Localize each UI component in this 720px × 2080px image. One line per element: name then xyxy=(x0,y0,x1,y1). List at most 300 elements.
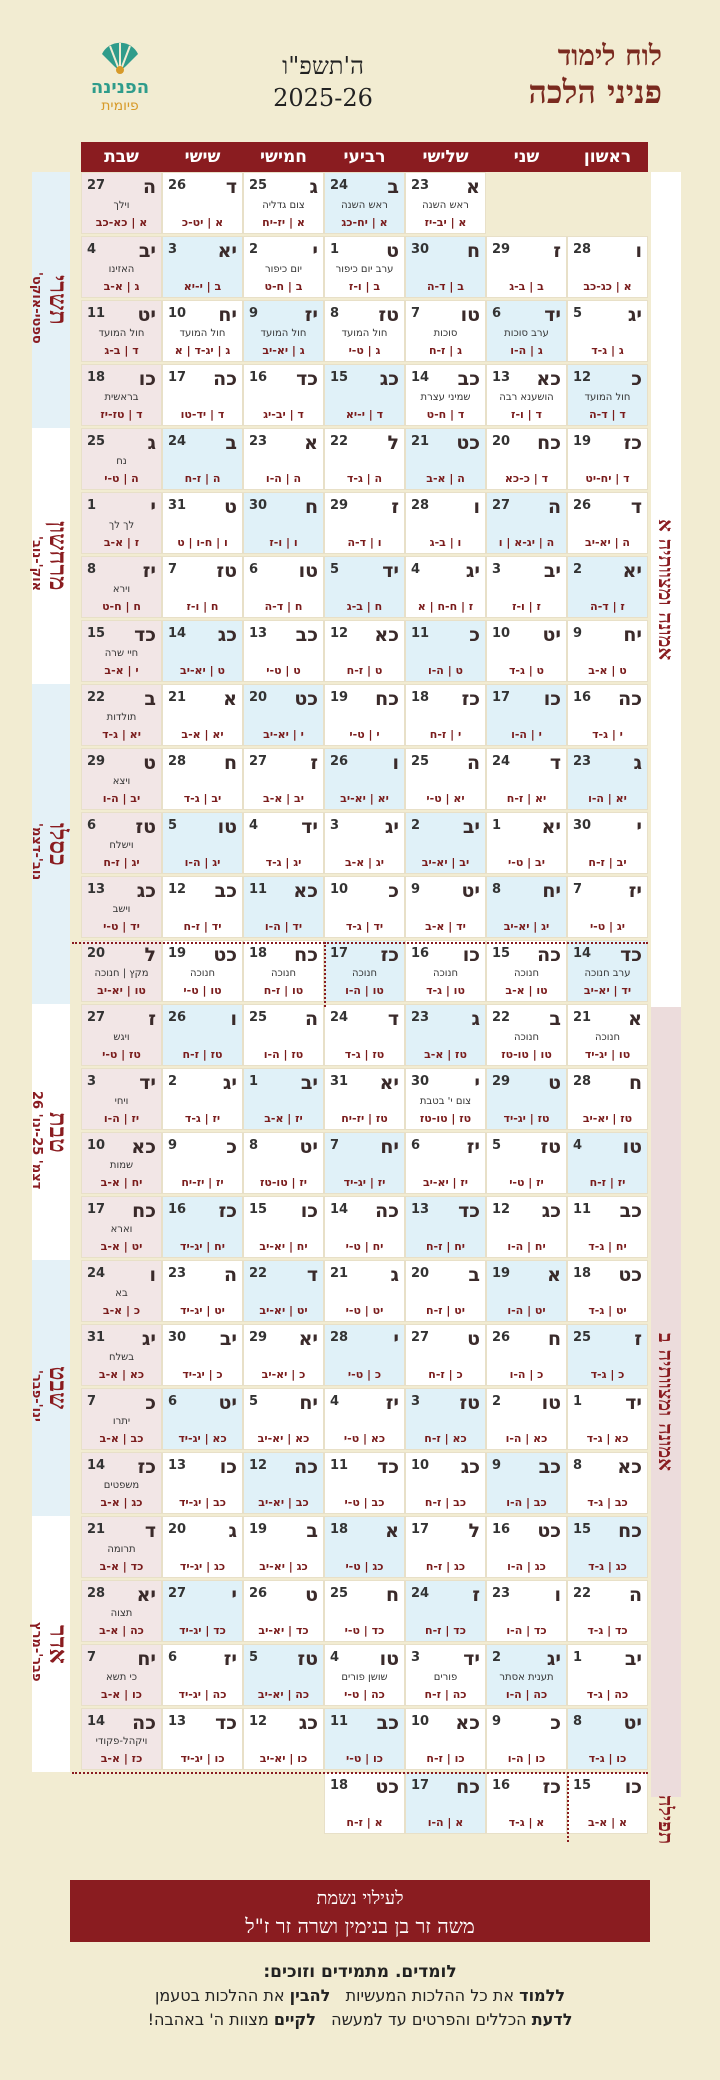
day-cell[interactable] xyxy=(162,300,243,362)
day-cell[interactable] xyxy=(405,1260,486,1322)
day-cell[interactable] xyxy=(162,492,243,554)
study-portion: טו | ג-ד xyxy=(426,984,465,997)
day-cell[interactable] xyxy=(567,1772,648,1834)
day-cell[interactable] xyxy=(162,1004,243,1066)
gregorian-date: 30 xyxy=(573,818,592,833)
study-portion: ט | א-ב xyxy=(588,664,627,677)
study-portion: ד | ו-ז xyxy=(511,408,542,421)
day-cell[interactable] xyxy=(81,684,162,746)
logo-name: הפנינה xyxy=(90,77,150,98)
day-cell[interactable] xyxy=(486,940,567,1002)
gregorian-date: 12 xyxy=(492,1202,511,1217)
gregorian-date: 19 xyxy=(573,434,592,449)
day-cell[interactable] xyxy=(324,1516,405,1578)
day-cell[interactable] xyxy=(486,1580,567,1642)
day-cell[interactable] xyxy=(81,1452,162,1514)
day-cell[interactable] xyxy=(324,1772,405,1834)
day-cell[interactable] xyxy=(324,1196,405,1258)
hebrew-date: ג xyxy=(228,1520,237,1542)
day-cell[interactable] xyxy=(243,876,324,938)
day-cell[interactable] xyxy=(162,748,243,810)
day-cell[interactable] xyxy=(405,300,486,362)
day-cell[interactable] xyxy=(567,620,648,682)
day-cell[interactable] xyxy=(486,684,567,746)
study-portion: כו | א-ב xyxy=(101,1688,142,1701)
day-cell[interactable] xyxy=(486,812,567,874)
gregorian-date: 18 xyxy=(330,1522,349,1537)
day-cell[interactable] xyxy=(243,684,324,746)
day-cell[interactable] xyxy=(567,364,648,426)
day-cell[interactable] xyxy=(324,1644,405,1706)
gregorian-date: 3 xyxy=(411,1650,421,1665)
study-portion: יד | יא-יב xyxy=(583,984,632,997)
hebrew-date: כז xyxy=(218,1200,237,1222)
day-cell[interactable] xyxy=(324,876,405,938)
gregorian-date: 17 xyxy=(87,1202,106,1217)
hebrew-date: כה xyxy=(132,1712,156,1734)
gregorian-date: 30 xyxy=(411,1074,430,1089)
day-cell[interactable] xyxy=(567,556,648,618)
day-cell[interactable] xyxy=(243,1004,324,1066)
hebrew-date: כט xyxy=(456,432,480,454)
hebrew-date: יז xyxy=(385,1392,399,1414)
day-cell[interactable] xyxy=(405,1516,486,1578)
study-portion: ה | יא-יב xyxy=(585,536,630,549)
hebrew-date: כד xyxy=(215,1712,237,1734)
day-cell[interactable] xyxy=(567,940,648,1002)
day-cell[interactable] xyxy=(405,748,486,810)
study-portion: טו | ז-ח xyxy=(263,984,304,997)
day-cell[interactable] xyxy=(81,1324,162,1386)
day-cell[interactable] xyxy=(324,300,405,362)
gregorian-date: 4 xyxy=(330,1650,340,1665)
day-cell[interactable] xyxy=(486,1196,567,1258)
day-cell[interactable] xyxy=(567,684,648,746)
gregorian-date: 21 xyxy=(330,1266,349,1281)
day-cell[interactable] xyxy=(405,1388,486,1450)
day-cell[interactable] xyxy=(81,236,162,298)
gregorian-date: 15 xyxy=(87,626,106,641)
gregorian-date: 12 xyxy=(249,1458,268,1473)
study-portion: כה | יא-יב xyxy=(257,1688,310,1701)
day-cell[interactable] xyxy=(162,812,243,874)
day-cell[interactable] xyxy=(162,1580,243,1642)
day-cell[interactable] xyxy=(405,940,486,1002)
study-portion: יב | ג-ד xyxy=(183,792,222,805)
day-cell[interactable] xyxy=(162,1132,243,1194)
study-portion: כ | יא-יב xyxy=(261,1368,306,1381)
gregorian-date: 19 xyxy=(492,1266,511,1281)
day-cell[interactable] xyxy=(324,1260,405,1322)
day-cell[interactable] xyxy=(162,172,243,234)
day-cell[interactable] xyxy=(405,1708,486,1770)
hebrew-date: ז xyxy=(310,752,318,774)
day-cell[interactable] xyxy=(243,1580,324,1642)
gregorian-date: 26 xyxy=(573,498,592,513)
study-portion: יח | ג-ד xyxy=(588,1240,627,1253)
day-cell[interactable] xyxy=(81,428,162,490)
day-cell[interactable] xyxy=(567,1516,648,1578)
memorial-banner xyxy=(70,1880,650,1942)
day-cell[interactable] xyxy=(81,1644,162,1706)
day-cell[interactable] xyxy=(567,1452,648,1514)
day-cell[interactable] xyxy=(567,748,648,810)
day-cell[interactable] xyxy=(243,940,324,1002)
day-cell[interactable] xyxy=(405,492,486,554)
day-cell[interactable] xyxy=(405,1580,486,1642)
study-portion: יח | ז-ח xyxy=(426,1240,465,1253)
day-cell[interactable] xyxy=(81,812,162,874)
hebrew-date: ב xyxy=(306,1520,318,1542)
day-cell[interactable] xyxy=(81,940,162,1002)
title-line-1: לוח לימוד xyxy=(557,39,662,72)
day-cell[interactable] xyxy=(162,1452,243,1514)
day-cell[interactable] xyxy=(486,236,567,298)
hebrew-date: כד xyxy=(458,1200,480,1222)
study-portion: יח | יג-יד xyxy=(180,1240,225,1253)
day-cell[interactable] xyxy=(324,556,405,618)
day-cell[interactable] xyxy=(162,364,243,426)
day-cell[interactable] xyxy=(81,620,162,682)
gregorian-date: 4 xyxy=(330,1394,340,1409)
day-cell[interactable] xyxy=(243,428,324,490)
day-cell[interactable] xyxy=(567,300,648,362)
hebrew-date: כד xyxy=(296,368,318,390)
day-cell[interactable] xyxy=(486,1708,567,1770)
day-cell[interactable] xyxy=(162,940,243,1002)
day-cell[interactable] xyxy=(81,1580,162,1642)
day-cell[interactable] xyxy=(567,876,648,938)
study-portion: כו | יג-יד xyxy=(180,1752,225,1765)
hebrew-date: כח xyxy=(294,944,318,966)
day-cell[interactable] xyxy=(162,876,243,938)
day-cell[interactable] xyxy=(486,492,567,554)
day-cell[interactable] xyxy=(567,1708,648,1770)
gregorian-date: 15 xyxy=(330,370,349,385)
day-cell[interactable] xyxy=(162,1324,243,1386)
day-cell[interactable] xyxy=(162,428,243,490)
hebrew-date: ב xyxy=(225,432,237,454)
day-cell[interactable] xyxy=(162,1196,243,1258)
gregorian-date: 17 xyxy=(411,1522,430,1537)
day-cell[interactable] xyxy=(243,364,324,426)
day-cell[interactable] xyxy=(486,1772,567,1834)
day-cell[interactable] xyxy=(405,1132,486,1194)
day-cell[interactable] xyxy=(567,428,648,490)
day-cell[interactable] xyxy=(324,940,405,1002)
day-cell[interactable] xyxy=(324,620,405,682)
day-cell[interactable] xyxy=(243,620,324,682)
memorial-line-2: משה זר בן בנימין ושרה זר ז"ל xyxy=(245,1914,475,1938)
gregorian-date: 23 xyxy=(168,1266,187,1281)
day-cell[interactable] xyxy=(243,1452,324,1514)
study-portion: יז | ט-י xyxy=(509,1176,544,1189)
day-cell[interactable] xyxy=(324,172,405,234)
day-cell[interactable] xyxy=(567,1324,648,1386)
day-cell[interactable] xyxy=(81,1388,162,1450)
study-portion: כה | א-ב xyxy=(99,1624,144,1637)
chanukah-divider xyxy=(324,942,326,1007)
day-cell[interactable] xyxy=(567,1068,648,1130)
day-cell[interactable] xyxy=(243,1068,324,1130)
day-cell[interactable] xyxy=(324,1132,405,1194)
day-cell[interactable] xyxy=(243,1324,324,1386)
day-cell[interactable] xyxy=(324,1004,405,1066)
day-cell[interactable] xyxy=(324,1324,405,1386)
hebrew-date: י xyxy=(231,1584,237,1606)
hebrew-date: כב xyxy=(295,624,318,646)
gregorian-date: 10 xyxy=(330,882,349,897)
day-cell[interactable] xyxy=(81,1260,162,1322)
day-cell[interactable] xyxy=(405,236,486,298)
hebrew-date: ח xyxy=(466,240,480,262)
day-cell[interactable] xyxy=(567,236,648,298)
day-cell[interactable] xyxy=(486,300,567,362)
day-cell[interactable] xyxy=(486,1452,567,1514)
volume-label-2: אמונה ומצוותיה ב xyxy=(651,1007,681,1797)
day-cell[interactable] xyxy=(405,876,486,938)
study-portion: יא | ט-י xyxy=(426,792,465,805)
hebrew-date: יד xyxy=(139,1072,156,1094)
day-note: בא xyxy=(115,1288,128,1299)
study-portion: י | ט-י xyxy=(349,728,380,741)
day-cell[interactable] xyxy=(324,812,405,874)
day-note: הושענא רבה xyxy=(499,392,554,403)
day-cell[interactable] xyxy=(405,684,486,746)
day-cell[interactable] xyxy=(81,1516,162,1578)
day-cell[interactable] xyxy=(486,1132,567,1194)
study-portion: ד | ח-ט xyxy=(426,408,465,421)
day-cell[interactable] xyxy=(324,492,405,554)
day-cell[interactable] xyxy=(81,364,162,426)
day-cell[interactable] xyxy=(567,492,648,554)
day-cell[interactable] xyxy=(243,1516,324,1578)
day-cell[interactable] xyxy=(405,620,486,682)
hebrew-date: כו xyxy=(219,1456,237,1478)
hebrew-date: יט xyxy=(542,624,561,646)
study-portion: כד | ט-י xyxy=(344,1624,385,1637)
gregorian-date: 25 xyxy=(249,1010,268,1025)
day-note: ויגש xyxy=(113,1032,130,1043)
month-label xyxy=(29,172,73,428)
day-cell[interactable] xyxy=(486,876,567,938)
hebrew-date: א xyxy=(223,688,237,710)
study-portion: טז | יג-יד xyxy=(503,1112,550,1125)
hebrew-date: יא xyxy=(298,1328,318,1350)
day-cell[interactable] xyxy=(243,812,324,874)
day-cell[interactable] xyxy=(405,556,486,618)
day-cell[interactable] xyxy=(567,1132,648,1194)
gregorian-date: 17 xyxy=(411,1778,430,1793)
study-portion: י | יא-יב xyxy=(263,728,304,741)
hebrew-date: ט xyxy=(224,496,237,518)
day-note: שמיני עצרת xyxy=(420,392,471,403)
day-cell[interactable] xyxy=(486,1644,567,1706)
study-portion: יד | ג-ד xyxy=(345,920,384,933)
day-cell[interactable] xyxy=(486,556,567,618)
day-cell[interactable] xyxy=(162,1068,243,1130)
gregorian-date: 26 xyxy=(330,754,349,769)
study-portion: יג | ז-ח xyxy=(103,856,140,869)
hebrew-date: יח xyxy=(542,880,561,902)
day-cell[interactable] xyxy=(81,1004,162,1066)
day-cell[interactable] xyxy=(405,1324,486,1386)
day-cell[interactable] xyxy=(81,492,162,554)
gregorian-date: 23 xyxy=(573,754,592,769)
study-portion: ג | א-ב xyxy=(103,280,140,293)
gregorian-date: 10 xyxy=(87,1138,106,1153)
study-portion: כ | א-ב xyxy=(102,1304,141,1317)
study-portion: יג | א-ב xyxy=(344,856,385,869)
day-note: לך לך xyxy=(108,520,135,531)
day-cell[interactable] xyxy=(567,1388,648,1450)
hebrew-date: ח xyxy=(304,496,318,518)
gregorian-date: 2 xyxy=(492,1650,502,1665)
day-cell[interactable] xyxy=(486,1516,567,1578)
day-cell[interactable] xyxy=(243,1388,324,1450)
day-cell[interactable] xyxy=(567,1580,648,1642)
hebrew-date: כד xyxy=(134,624,156,646)
hebrew-date: כז xyxy=(542,1776,561,1798)
hebrew-date: כ xyxy=(388,880,399,902)
day-cell[interactable] xyxy=(405,812,486,874)
day-cell[interactable] xyxy=(405,364,486,426)
section-divider-2 xyxy=(72,1772,648,1774)
day-cell[interactable] xyxy=(162,1708,243,1770)
day-cell[interactable] xyxy=(162,1260,243,1322)
gregorian-date: 7 xyxy=(168,562,178,577)
day-cell[interactable] xyxy=(162,1388,243,1450)
day-cell[interactable] xyxy=(243,492,324,554)
day-cell[interactable] xyxy=(162,684,243,746)
day-cell[interactable] xyxy=(405,1004,486,1066)
day-cell[interactable] xyxy=(486,748,567,810)
day-cell[interactable] xyxy=(81,300,162,362)
hebrew-date: ח xyxy=(628,1072,642,1094)
gregorian-date: 27 xyxy=(87,1010,106,1025)
gregorian-date: 17 xyxy=(330,946,349,961)
day-cell[interactable] xyxy=(243,748,324,810)
study-portion: כג | ז-ח xyxy=(425,1560,466,1573)
month-name: כסלו xyxy=(44,822,73,866)
day-cell[interactable] xyxy=(486,1260,567,1322)
study-portion: כז | א-ב xyxy=(100,1752,143,1765)
day-cell[interactable] xyxy=(324,748,405,810)
day-cell[interactable] xyxy=(486,1068,567,1130)
day-cell[interactable] xyxy=(324,1580,405,1642)
day-cell[interactable] xyxy=(405,1644,486,1706)
day-cell[interactable] xyxy=(81,1196,162,1258)
day-cell[interactable] xyxy=(486,620,567,682)
study-portion: טז | יז-יח xyxy=(341,1112,388,1125)
day-cell[interactable] xyxy=(243,300,324,362)
study-portion: טז | יא-יב xyxy=(582,1112,633,1125)
gregorian-date: 6 xyxy=(411,1138,421,1153)
study-portion: ט | ט-י xyxy=(266,664,301,677)
day-cell[interactable] xyxy=(81,172,162,234)
day-cell[interactable] xyxy=(486,1004,567,1066)
day-cell[interactable] xyxy=(324,1452,405,1514)
hebrew-date: י xyxy=(312,240,318,262)
gregorian-date: 20 xyxy=(249,690,268,705)
month-range: ינו'-פבר' xyxy=(29,1370,44,1422)
day-cell[interactable] xyxy=(162,556,243,618)
header xyxy=(0,0,720,140)
day-cell[interactable] xyxy=(486,1388,567,1450)
day-cell[interactable] xyxy=(81,1132,162,1194)
hebrew-date: כו xyxy=(624,1776,642,1798)
day-note: ויצא xyxy=(112,776,131,787)
day-cell[interactable] xyxy=(405,428,486,490)
day-cell[interactable] xyxy=(162,1516,243,1578)
day-cell[interactable] xyxy=(405,1452,486,1514)
day-cell[interactable] xyxy=(486,428,567,490)
hebrew-date: ט xyxy=(386,240,399,262)
day-note: חיי שרה xyxy=(104,648,139,659)
day-cell[interactable] xyxy=(486,364,567,426)
day-cell[interactable] xyxy=(567,812,648,874)
day-cell[interactable] xyxy=(405,172,486,234)
day-cell[interactable] xyxy=(324,428,405,490)
hebrew-date: א xyxy=(385,1520,399,1542)
day-cell[interactable] xyxy=(81,556,162,618)
day-cell[interactable] xyxy=(243,1644,324,1706)
day-cell[interactable] xyxy=(243,172,324,234)
day-cell[interactable] xyxy=(162,236,243,298)
day-cell[interactable] xyxy=(81,1068,162,1130)
day-cell[interactable] xyxy=(162,1644,243,1706)
day-cell[interactable] xyxy=(324,684,405,746)
day-cell[interactable] xyxy=(324,1068,405,1130)
month-label xyxy=(29,1260,73,1516)
day-cell[interactable] xyxy=(81,748,162,810)
day-cell[interactable] xyxy=(567,1644,648,1706)
day-cell[interactable] xyxy=(405,1196,486,1258)
day-cell[interactable] xyxy=(243,556,324,618)
gregorian-date: 18 xyxy=(249,946,268,961)
day-cell[interactable] xyxy=(324,236,405,298)
day-cell[interactable] xyxy=(243,1708,324,1770)
day-cell[interactable] xyxy=(324,364,405,426)
day-cell[interactable] xyxy=(405,1068,486,1130)
day-note: וארא xyxy=(110,1224,133,1235)
hebrew-date: כו xyxy=(138,368,156,390)
day-cell[interactable] xyxy=(324,1388,405,1450)
gregorian-date: 31 xyxy=(330,1074,349,1089)
day-cell[interactable] xyxy=(486,1324,567,1386)
day-cell[interactable] xyxy=(567,1196,648,1258)
day-cell[interactable] xyxy=(243,1196,324,1258)
gregorian-date: 9 xyxy=(168,1138,178,1153)
gregorian-date: 9 xyxy=(249,306,259,321)
hebrew-date: ג xyxy=(147,432,156,454)
day-cell[interactable] xyxy=(324,1708,405,1770)
day-note: וירא xyxy=(112,584,131,595)
hebrew-date: כג xyxy=(298,1712,318,1734)
day-cell[interactable] xyxy=(243,1132,324,1194)
month-label xyxy=(29,1004,73,1260)
day-cell[interactable] xyxy=(162,620,243,682)
day-cell[interactable] xyxy=(243,236,324,298)
day-cell[interactable] xyxy=(81,876,162,938)
hebrew-date: יד xyxy=(301,816,318,838)
day-cell[interactable] xyxy=(567,1260,648,1322)
day-cell[interactable] xyxy=(405,1772,486,1834)
hebrew-date: ו xyxy=(230,1008,237,1030)
day-cell[interactable] xyxy=(81,1708,162,1770)
day-cell[interactable] xyxy=(243,1260,324,1322)
day-cell[interactable] xyxy=(567,1004,648,1066)
